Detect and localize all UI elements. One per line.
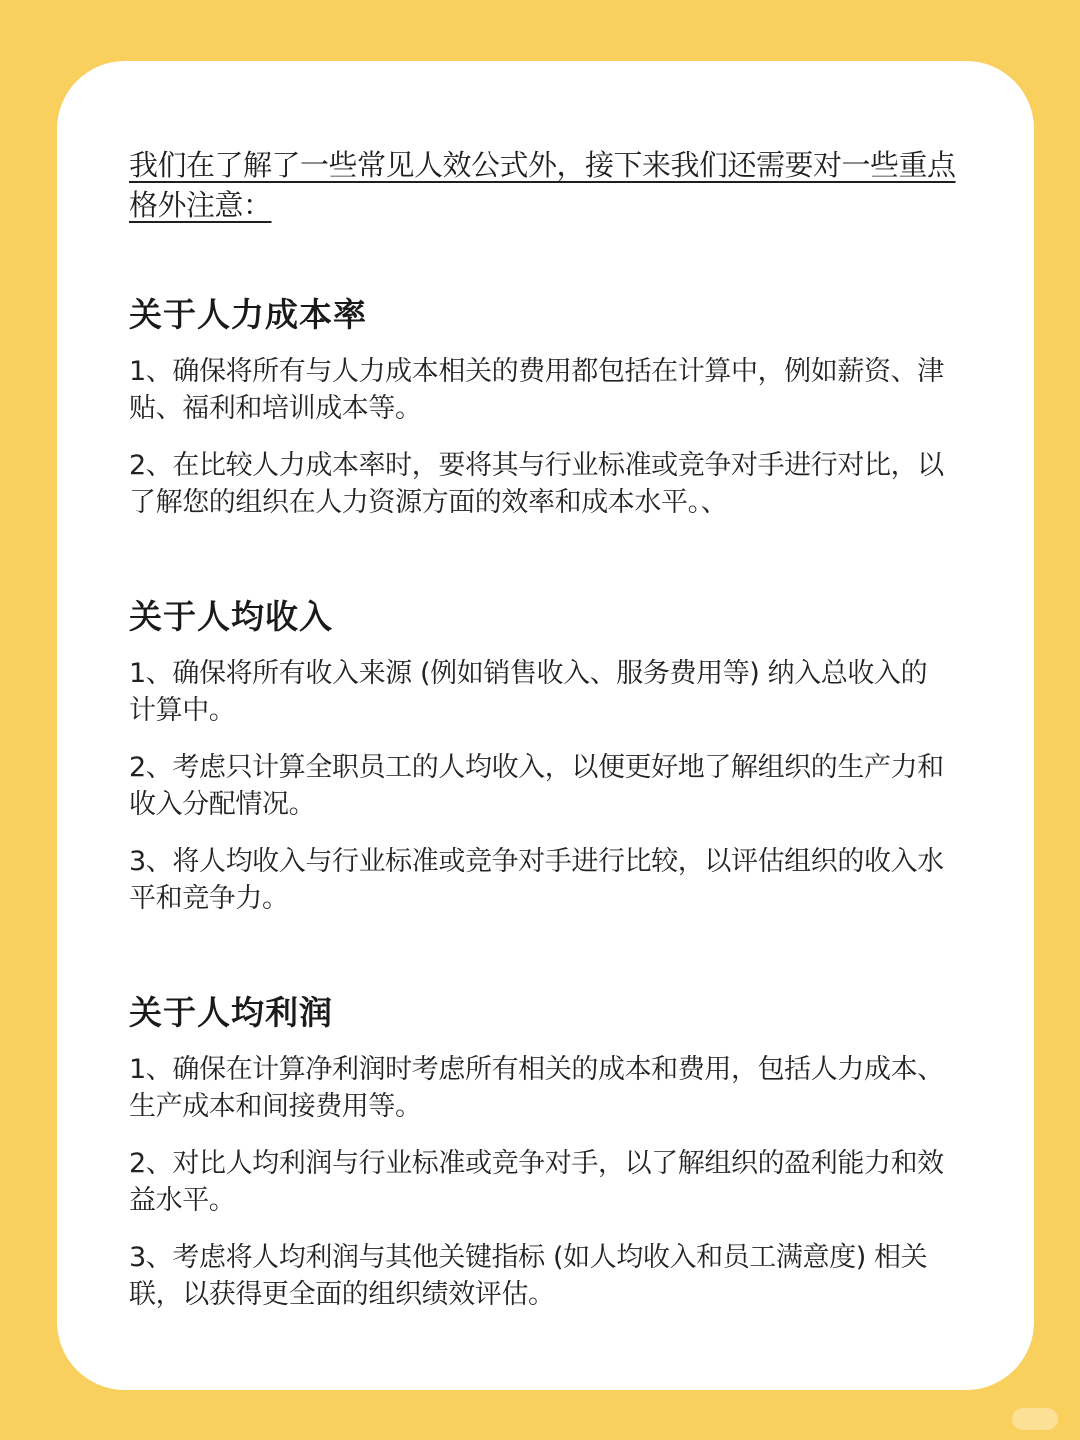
content-card: [57, 61, 1034, 1390]
section-profit-per-capita: [129, 993, 974, 1313]
list-item: 3、将人均收入与行业标准或竞争对手进行比较，以评估组织的收入水平和竞争力。: [129, 846, 944, 914]
intro-text: 我们在了解了一些常见人效公式外，接下来我们还需要对一些重点格外注意：: [129, 148, 956, 222]
section-revenue-per-capita: [129, 597, 974, 917]
section-title: 关于人力成本率: [129, 295, 367, 334]
list-item: 1、确保在计算净利润时考虑所有相关的成本和费用，包括人力成本、生产成本和间接费用等。: [129, 1054, 944, 1122]
section-title: 关于人均收入: [129, 597, 333, 636]
list-item: 2、对比人均利润与行业标准或竞争对手，以了解组织的盈利能力和效益水平。: [129, 1148, 944, 1216]
list-item: 2、考虑只计算全职员工的人均收入，以便更好地了解组织的生产力和收入分配情况。: [129, 752, 944, 820]
list-item: 1、确保将所有收入来源 (例如销售收入、服务费用等) 纳入总收入的计算中。: [129, 658, 928, 726]
watermark-badge: [1012, 1408, 1058, 1430]
list-item: 1、确保将所有与人力成本相关的费用都包括在计算中，例如薪资、津贴、福利和培训成本等。: [129, 356, 944, 424]
section-title: 关于人均利润: [129, 993, 333, 1032]
section-labor-cost-rate: [129, 295, 974, 521]
list-item: 3、考虑将人均利润与其他关键指标 (如人均收入和员工满意度) 相关联，以获得更全面的组织绩效评估。: [129, 1242, 928, 1310]
list-item: 2、在比较人力成本率时，要将其与行业标准或竞争对手进行对比，以了解您的组织在人力资源方面的效率和成本水平。、: [129, 450, 944, 518]
